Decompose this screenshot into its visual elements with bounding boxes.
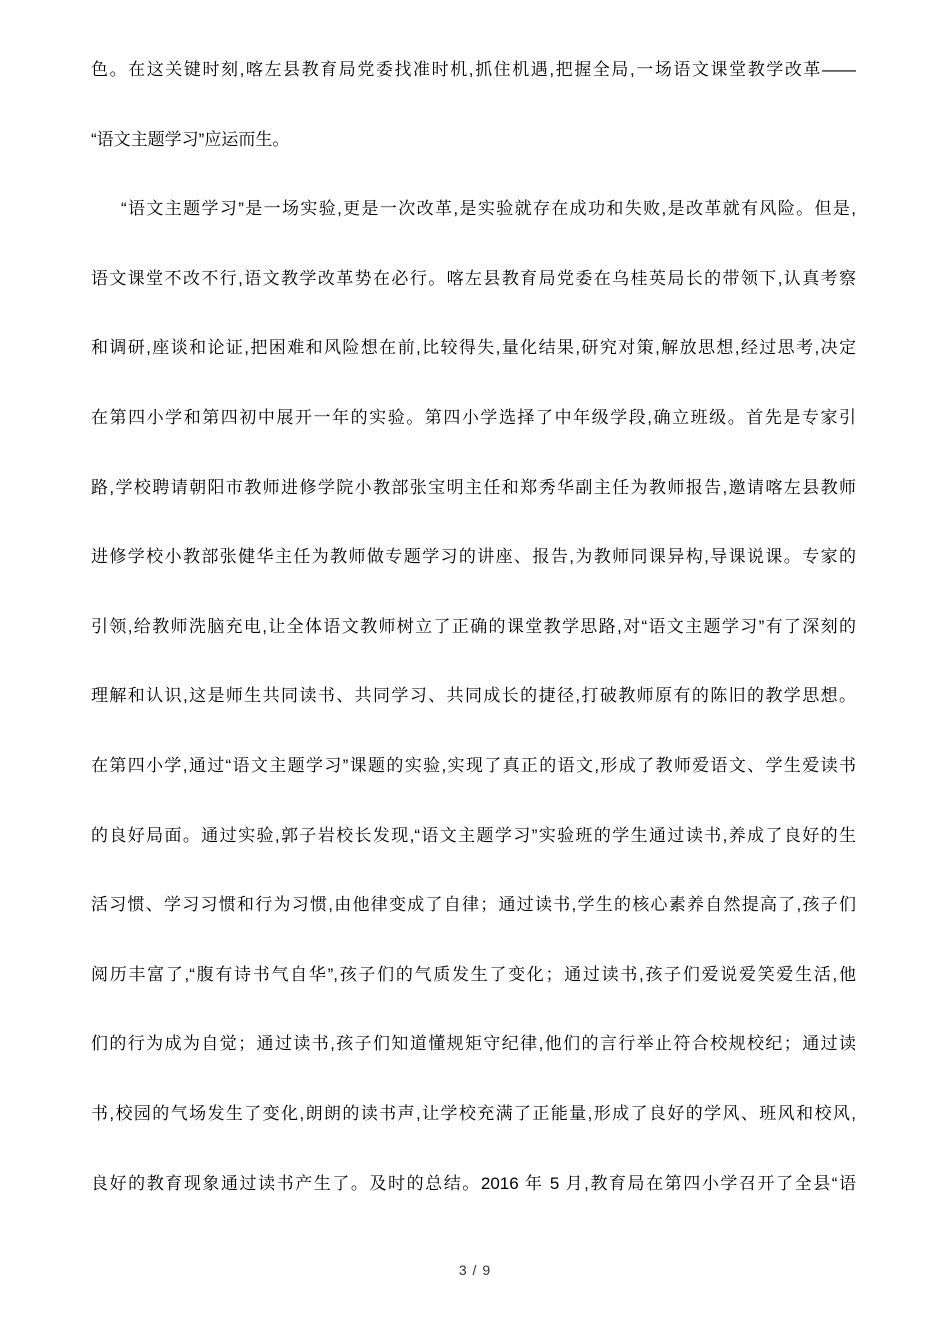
text-line: 们的行为成为自觉；通过读书,孩子们知道懂规矩守纪律,他们的言行举止符合校规校纪；通过读 [91, 1034, 856, 1054]
text-line: 良好的教育现象通过读书产生了。及时的总结。2016 年 5 月,教育局在第四小学召开了全县“语 [91, 1173, 856, 1193]
document-body [91, 35, 856, 1218]
text-line: 引领,给教师洗脑充电,让全体语文教师树立了正确的课堂教学思路,对“语文主题学习”有了深刻的 [91, 616, 856, 636]
text-line: 和调研,座谈和论证,把困难和风险想在前,比较得失,量化结果,研究对策,解放思想,经过思考,决定 [91, 338, 856, 358]
page-number: 3 / 9 [458, 1262, 492, 1278]
text-line: 路,学校聘请朝阳市教师进修学院小教部张宝明主任和郑秀华副主任为教师报告,邀请喀左县教师 [91, 477, 856, 497]
text-line: 阅历丰富了,“腹有诗书气自华”,孩子们的气质发生了变化；通过读书,孩子们爱说爱笑爱生活,他 [91, 964, 856, 984]
text-line: 活习惯、学习习惯和行为习惯,由他律变成了自律；通过读书,学生的核心素养自然提高了,孩子们 [91, 895, 856, 915]
text-line: 进修学校小教部张健华主任为教师做专题学习的讲座、报告,为教师同课异构,导课说课。专家的 [91, 547, 856, 567]
text-line: 在第四小学,通过“语文主题学习”课题的实验,实现了真正的语文,形成了教师爱语文、学生爱读书 [91, 755, 856, 775]
text-line: 理解和认识,这是师生共同读书、共同学习、共同成长的捷径,打破教师原有的陈旧的教学思想。 [91, 686, 856, 706]
text-line: 语文课堂不改不行,语文教学改革势在必行。喀左县教育局党委在乌桂英局长的带领下,认真考察 [91, 268, 856, 288]
text-line: 书,校园的气场发生了变化,朗朗的读书声,让学校充满了正能量,形成了良好的学风、班风和校风, [91, 1103, 856, 1123]
text-line: “语文主题学习”是一场实验,更是一次改革,是实验就存在成功和失败,是改革就有风险。但是, [121, 199, 856, 219]
text-line: 在第四小学和第四初中展开一年的实验。第四小学选择了中年级学段,确立班级。首先是专家引 [91, 407, 856, 427]
text-line: 的良好局面。通过实验,郭子岩校长发现,“语文主题学习”实验班的学生通过读书,养成了良好的生 [91, 825, 856, 845]
text-line: “语文主题学习”应运而生。 [91, 129, 290, 149]
text-line: 色。在这关键时刻,喀左县教育局党委找准时机,抓住机遇,把握全局,一场语文课堂教学改革—— [91, 60, 856, 79]
